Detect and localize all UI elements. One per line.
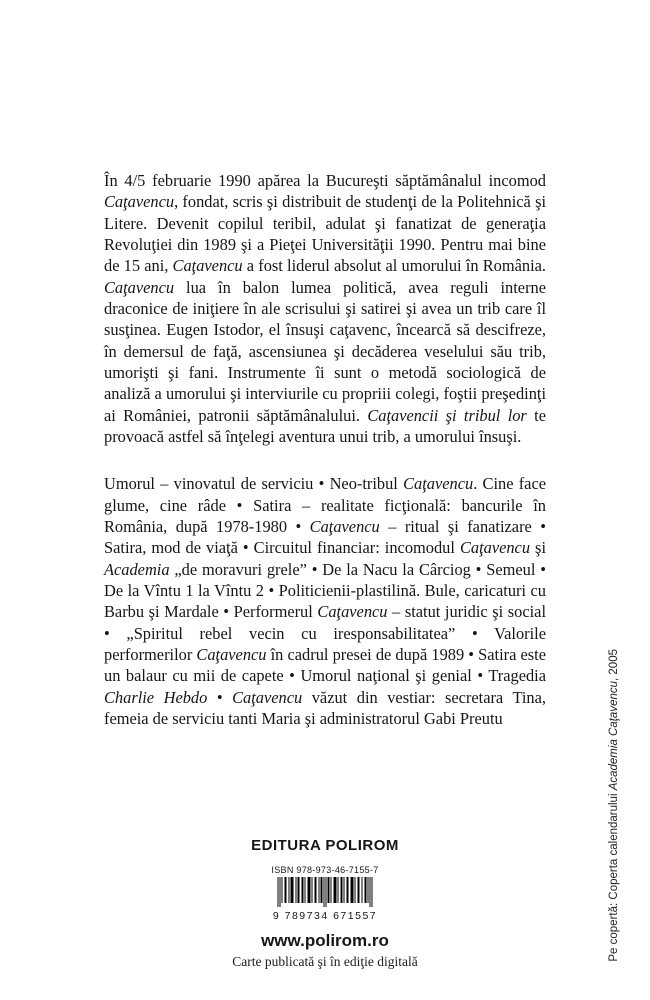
back-cover-description: În 4/5 februarie 1990 apărea la Bucureşti săptămânalul incomod Caţavencu, fondat, scris şi distribuit de studenţi de la Politehnică şi Litere. Devenit copilul teribil, adulat şi fanatizat de generaţia Revoluţiei din 1989 şi a Pieţei Universităţii 1990. Pentru mai bine de 15 ani, Caţavencu a fost liderul absolut al umorului în România. Caţavencu lua în balon lumea politică, avea reguli interne draconice de iniţiere în ale scrisului şi satirei şi avea un trib care îl susţinea. Eugen Istodor, el însuşi caţavenc, încearcă să descifreze, în demersul de faţă, ascensiunea şi decăderea veselului său trib, umorişti şi fani. Instrumente îi sunt o metodă sociologică de analiză a umorului şi interviurile cu propriii colegi, foştii preşedinţi ai României, patronii săptămânalului. Caţavencii şi tribul lor te provoacă astfel să înţelegi aventura unui trib, a umorului însuşi.	[104, 171, 546, 446]
digital-edition-note: Carte publicată şi în ediţie digitală	[232, 954, 418, 969]
back-cover-footer	[0, 837, 650, 970]
website-url: www.polirom.ro	[261, 931, 389, 950]
barcode-digits: 9 789734 671557	[272, 910, 378, 922]
spine-credit-note: Pe copertă: Coperta calendarului Academia Caţavencu, 2005	[608, 649, 620, 962]
isbn-label: ISBN 978-973-46-7155-7	[271, 865, 379, 875]
isbn-barcode-block	[262, 863, 389, 922]
back-cover-text-column	[104, 170, 546, 755]
publisher-name: EDITURA POLIROM	[251, 837, 399, 854]
back-cover-contents: Umorul – vinovatul de serviciu • Neo-tribul Caţavencu. Cine face glume, cine râde • Satira – realitate ficţională: bancurile în România, după 1978-1980 • Caţavencu – ritual şi fanatizare • Satira, mod de viaţă • Circuitul financiar: incomodul Caţavencu şi Academia „de moravuri grele” • De la Nacu la Cârciog • Semeul • De la Vîntu 1 la Vîntu 2 • Politicienii-plastilină. Bule, caricaturi cu Barbu şi Mardale • Performerul Caţavencu – statut juridic şi social • „Spiritul rebel vecin cu iresponsabilitatea” • Valorile performerilor Caţavencu în cadrul presei de după 1989 • Satira este un balaur cu mii de capete • Umorul naţional şi genial • Tragedia Charlie Hebdo • Caţavencu văzut din vestiar: secretara Tina, femeia de serviciu tanti Maria şi administratorul Gabi Preutu	[104, 474, 546, 728]
barcode-image	[268, 877, 383, 909]
